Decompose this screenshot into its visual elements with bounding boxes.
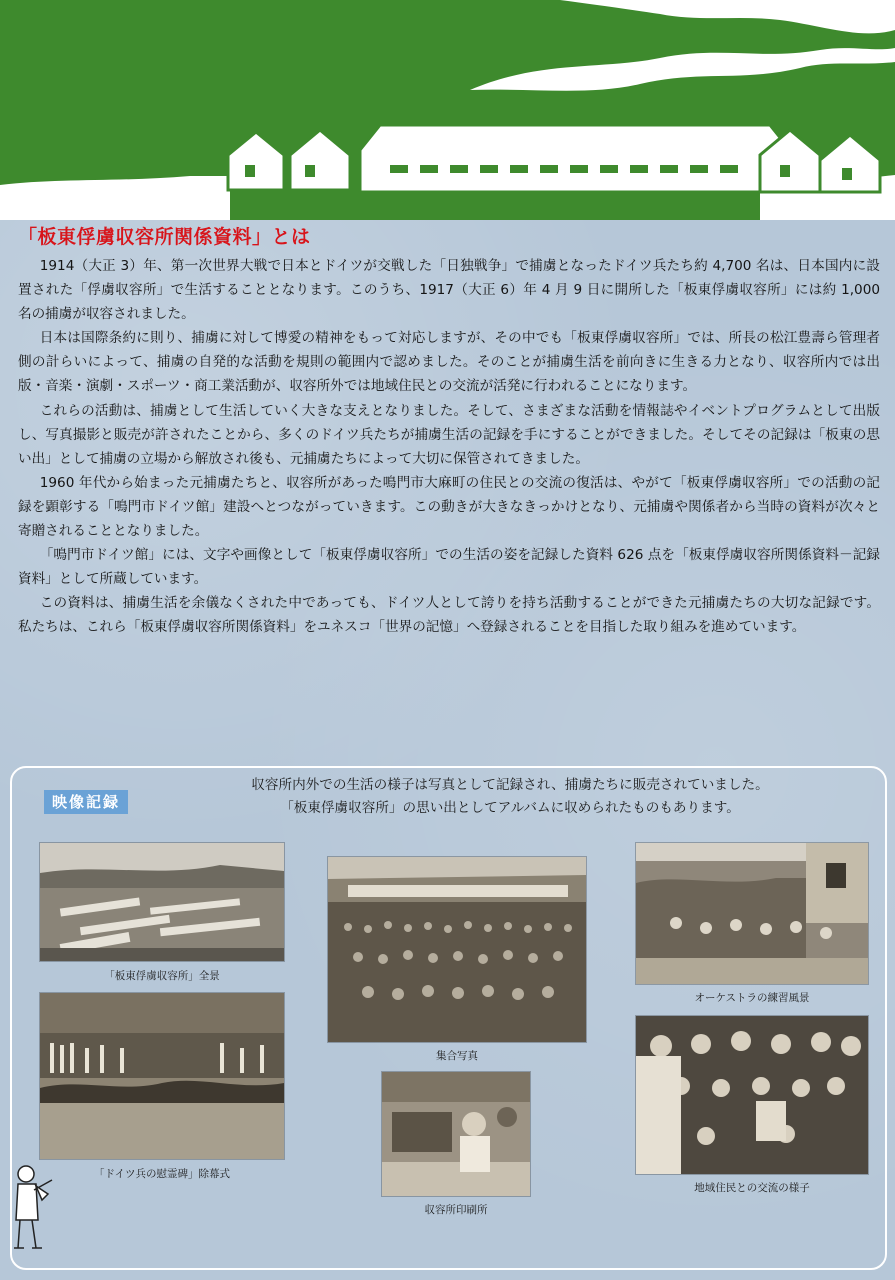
photo-caption: 「板東俘虜収容所」全景 [104, 970, 220, 982]
paragraph: 日本は国際条約に則り、捕虜に対して博愛の精神をもって対応しますが、その中でも「板東俘虜収容所」では、所長の松江豊壽ら管理者側の計らいによって、捕虜の自発的な活動を規則の範囲内で認めました。そのことが捕虜生活を前向きに生きる力となり、収容所内では出版・音楽・演劇・スポーツ・商工業活動が、収容所外では地域住民との交流が活発に行われることになります。 [18, 330, 880, 395]
paragraph: この資料は、捕虜生活を余儀なくされた中であっても、ドイツ人として誇りを持ち活動することができた元捕虜たちの大切な記録です。私たちは、これら「板東俘虜収容所関係資料」をユネスコ「世界の記憶」へ登録されることを目指した取り組みを進めています。 [18, 595, 880, 636]
group-photo [328, 857, 586, 1042]
violinist-illustration [6, 1160, 56, 1255]
photo-caption: 収容所印刷所 [424, 1204, 488, 1216]
photo-caption: 集合写真 [436, 1050, 478, 1062]
video-record-description [150, 774, 870, 820]
barracks-header-illustration [0, 0, 895, 220]
page-title: 「板東俘虜収容所関係資料」とは [18, 226, 311, 248]
orchestra-photo [636, 843, 868, 984]
paragraph: 1960 年代から始まった元捕虜たちと、収容所があった鳴門市大麻町の住民との交流の復活は、やがて「板東俘虜収容所」での活動の記録を顕彰する「鳴門市ドイツ館」建設へとつながっていきます。この動きが大きなきっかけとなり、元捕虜や関係者から当時の資料が次々と寄贈されることとなりました。 [18, 474, 880, 540]
memorial-unveiling-photo [40, 993, 284, 1159]
paragraph: 「鳴門市ドイツ館」には、文字や画像として「板東俘虜収容所」での生活の姿を記録した資料 626 点を「板東俘虜収容所関係資料－記録資料」として所蔵しています。 [18, 547, 880, 588]
paragraph: これらの活動は、捕虜として生活していく大きな支えとなりました。そして、さまざまな活動を情報誌やイベントプログラムとして出版し、写真撮影と販売が許されたことから、多くのドイツ兵たちが捕虜生活の記録を手にすることができました。そしてその記録は「板東の思い出」として捕虜の立場から解放され後も、元捕虜たちによって大切に保管されてきました。 [18, 402, 880, 467]
description-line: 収容所内外での生活の様子は写真として記録され、捕虜たちに販売されていました。 [251, 777, 769, 793]
intro-body [18, 254, 880, 640]
paragraph: 1914（大正 3）年、第一次世界大戦で日本とドイツが交戦した「日独戦争」で捕虜となったドイツ兵たち約 4,700 名は、日本国内に設置された「俘虜収容所」で生活することとなります。このうち、1917（大正 6）年 4 月 9 日に開所した「板東俘虜収容所」には約 1,000 名の捕虜が収容されました。 [18, 258, 880, 323]
photo-caption: 「ドイツ兵の慰霊碑」除幕式 [94, 1168, 230, 1180]
photo-caption: 地域住民との交流の様子 [694, 1182, 810, 1194]
photo-caption: オーケストラの練習風景 [694, 992, 810, 1004]
camp-panorama-photo [40, 843, 284, 961]
print-shop-photo [382, 1072, 530, 1196]
video-record-label: 映像記録 [44, 790, 128, 814]
description-line: 「板東俘虜収容所」の思い出としてアルバムに収められたものもあります。 [280, 800, 740, 816]
locals-exchange-photo [636, 1016, 868, 1174]
